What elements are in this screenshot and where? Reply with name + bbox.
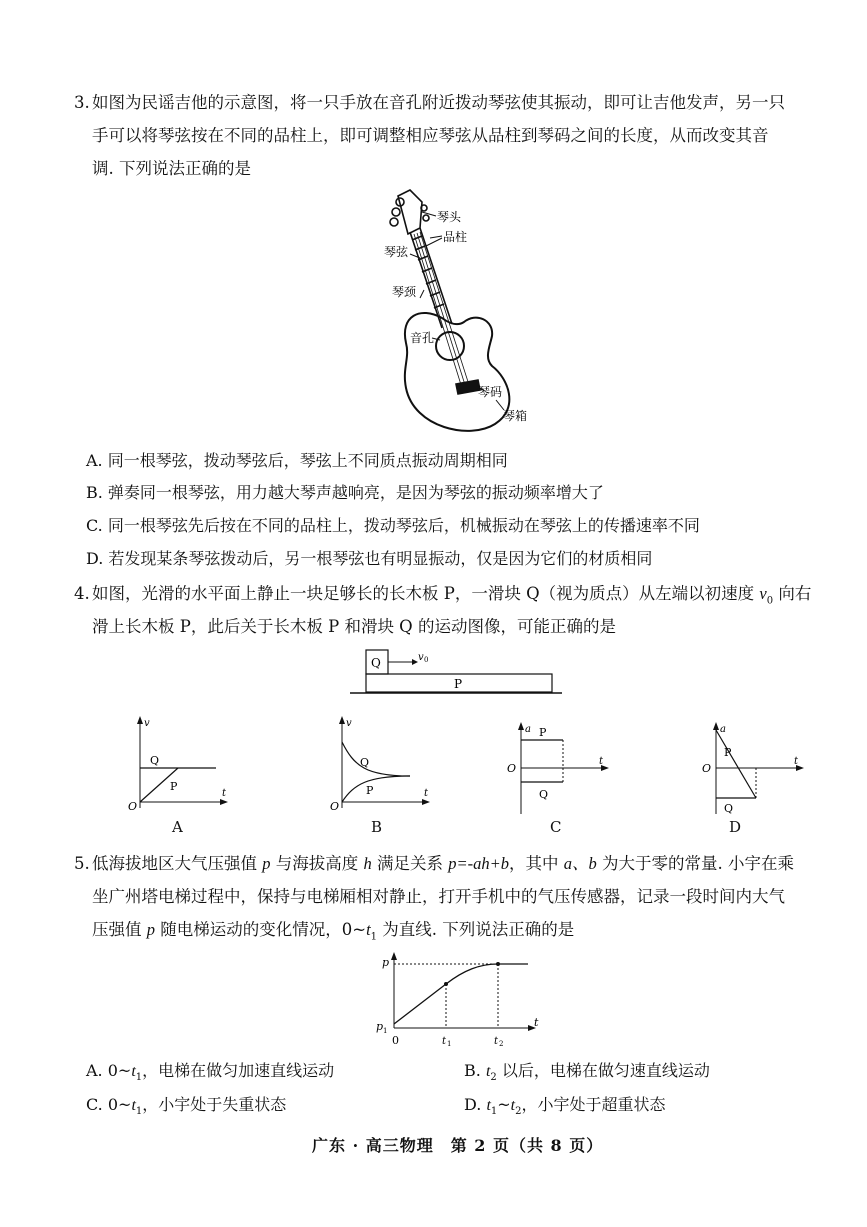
q5-line3-c: 为直线. 下列说法正确的是 <box>377 920 575 939</box>
graph-a-yaxis: v <box>144 718 150 729</box>
q5-graph-xaxis: t <box>534 1016 539 1029</box>
q5-a-post: ，电梯在做匀加速直线运动 <box>142 1061 335 1080</box>
q4-stem-line-1 <box>92 579 811 616</box>
q5-option-c <box>86 1092 286 1125</box>
q4-graph-d-letter: D <box>729 818 742 836</box>
q3-stem-line-3: 调. 下列说法正确的是 <box>92 159 251 178</box>
q5-stem-line-2: 坐广州塔电梯过程中，保持与电梯厢相对静止，打开手机中的气压传感器，记录一段时间内大气 <box>92 887 785 906</box>
q3-option-b: B. 弹奏同一根琴弦，用力越大琴声越响亮，是因为琴弦的振动频率增大了 <box>86 483 604 502</box>
q5-c-pre: C. 0~ <box>86 1095 132 1114</box>
q5-stem-line-3 <box>92 915 574 952</box>
page-footer: 广东 · 高三物理 第 2 页（共 8 页） <box>312 1136 604 1155</box>
q3-option-a: A. 同一根琴弦，拨动琴弦后，琴弦上不同质点振动周期相同 <box>86 451 508 470</box>
q4-graph-d <box>700 718 810 818</box>
q5-ab: a、b <box>563 854 597 873</box>
q5-graph-t1-sub: 1 <box>447 1040 452 1048</box>
graph-b-origin: O <box>330 800 340 813</box>
q5-c-sub: 1 <box>135 1106 143 1118</box>
label-pinzhu: 品柱 <box>443 230 468 244</box>
label-qinxian: 琴弦 <box>384 245 409 259</box>
q4-setup-diagram <box>350 648 570 696</box>
graph-b-q: Q <box>360 756 370 769</box>
setup-p-label: P <box>454 677 463 691</box>
q3-number: 3. <box>74 93 90 112</box>
graph-b-yaxis: v <box>346 718 352 729</box>
q5-line1-p: p <box>262 854 271 873</box>
graph-c-q: Q <box>539 788 549 801</box>
q4-graph-b <box>326 714 436 814</box>
q5-graph-yaxis: p <box>382 956 390 969</box>
graph-d-q: Q <box>724 802 734 815</box>
q4-line1-text-a: 如图，光滑的水平面上静止一块足够长的长木板 P，一滑块 Q（视为质点）从左端以初速度 <box>92 584 760 603</box>
q5-line1-c: 满足关系 <box>371 854 449 873</box>
q5-d-sub: 1 <box>490 1106 498 1118</box>
q5-a-sub: 1 <box>135 1072 143 1084</box>
q5-a-t: t <box>131 1063 136 1080</box>
q4-graph-b-letter: B <box>371 818 383 836</box>
q5-stem-line-1 <box>92 849 794 879</box>
q5-d-post: ，小宇处于超重状态 <box>521 1095 666 1114</box>
q5-option-d <box>464 1092 666 1125</box>
q5-a-pre: A. 0~ <box>86 1061 132 1080</box>
q5-option-a <box>86 1058 334 1091</box>
q5-b-sub: 2 <box>490 1072 497 1084</box>
q5-d-t: t <box>486 1097 491 1114</box>
setup-v-label: v <box>418 652 424 663</box>
graph-a-xaxis: t <box>222 788 227 799</box>
setup-v-sub: 0 <box>424 656 429 664</box>
q5-line3-t: t <box>366 920 371 939</box>
q5-b-pre: B. <box>464 1061 486 1080</box>
graph-b-xaxis: t <box>424 788 429 799</box>
q5-pressure-graph <box>372 950 547 1050</box>
q5-line1-b: 与海拔高度 <box>270 854 364 873</box>
q3-stem-line-1: 如图为民谣吉他的示意图，将一只手放在音孔附近拨动琴弦使其振动，即可让吉他发声，另一只 <box>92 93 785 112</box>
q4-graph-a-letter: A <box>172 818 183 836</box>
graph-a-origin: O <box>128 800 138 813</box>
q5-graph-t1: t <box>442 1036 447 1047</box>
q5-line1-e: 为大于零的常量. 小宇在乘 <box>596 854 795 873</box>
graph-c-origin: O <box>507 762 517 775</box>
graph-c-xaxis: t <box>599 756 604 767</box>
q5-line1-d: ，其中 <box>509 854 564 873</box>
graph-d-xaxis: t <box>794 756 799 767</box>
q5-line1-a: 低海拔地区大气压强值 <box>92 854 263 873</box>
setup-q-label: Q <box>371 656 381 670</box>
q5-graph-p1: p <box>376 1020 384 1033</box>
q5-line3-a: 压强值 <box>92 920 147 939</box>
q5-graph-p1-sub: 1 <box>383 1027 388 1035</box>
q5-d-t2: t <box>510 1097 516 1114</box>
q5-formula: p=-ah+b <box>448 854 510 873</box>
q5-b-post: 以后，电梯在做匀速直线运动 <box>496 1061 710 1080</box>
q3-stem-line-2: 手可以将琴弦按在不同的品柱上，即可调整相应琴弦从品柱到琴码之间的长度，从而改变其音 <box>92 126 769 145</box>
q5-number: 5. <box>74 854 90 873</box>
q5-graph-t2-sub: 2 <box>499 1040 504 1048</box>
label-qinma: 琴码 <box>478 385 503 399</box>
label-qinxiang: 琴箱 <box>503 409 528 423</box>
q4-graph-a <box>124 714 234 814</box>
graph-d-yaxis: a <box>720 724 726 735</box>
q5-line3-b: 随电梯运动的变化情况，0~ <box>155 920 367 939</box>
q5-d-pre: D. <box>464 1095 487 1114</box>
q4-graph-c <box>505 718 615 818</box>
q5-c-t: t <box>131 1097 136 1114</box>
q4-graph-c-letter: C <box>550 818 562 836</box>
graph-a-p: P <box>170 780 178 793</box>
q4-number: 4. <box>74 584 90 603</box>
label-yinkong: 音孔 <box>410 331 435 345</box>
q4-v-sub: 0 <box>766 595 774 607</box>
q5-line3-sub: 1 <box>370 931 378 943</box>
q3-option-d: D. 若发现某条琴弦拨动后，另一根琴弦也有明显振动，仅是因为它们的材质相同 <box>86 549 653 568</box>
q4-stem-line-2: 滑上长木板 P，此后关于长木板 P 和滑块 Q 的运动图像，可能正确的是 <box>92 617 616 636</box>
graph-d-origin: O <box>702 762 712 775</box>
q5-graph-t2: t <box>494 1036 499 1047</box>
graph-b-p: P <box>366 784 374 797</box>
q5-d-mid: ~ <box>497 1095 511 1114</box>
graph-c-yaxis: a <box>525 724 531 735</box>
graph-d-p: P <box>724 746 732 759</box>
q3-option-c: C. 同一根琴弦先后按在不同的品柱上，拨动琴弦后，机械振动在琴弦上的传播速率不同 <box>86 516 700 535</box>
label-qinjing: 琴颈 <box>392 285 417 299</box>
q5-c-post: ，小宇处于失重状态 <box>142 1095 287 1114</box>
q5-line3-p: p <box>146 920 155 939</box>
q5-option-b <box>464 1058 710 1091</box>
q4-v: v <box>759 584 767 603</box>
graph-c-p: P <box>539 726 547 739</box>
q5-d-sub2: 2 <box>515 1106 522 1118</box>
q5-b-t: t <box>485 1063 491 1080</box>
graph-a-q: Q <box>150 754 160 767</box>
q5-graph-origin: 0 <box>392 1034 399 1047</box>
q5-line1-h: h <box>363 854 372 873</box>
label-qintou: 琴头 <box>437 210 462 224</box>
guitar-diagram <box>380 188 550 440</box>
q4-line1-text-b: 向右 <box>773 584 812 603</box>
